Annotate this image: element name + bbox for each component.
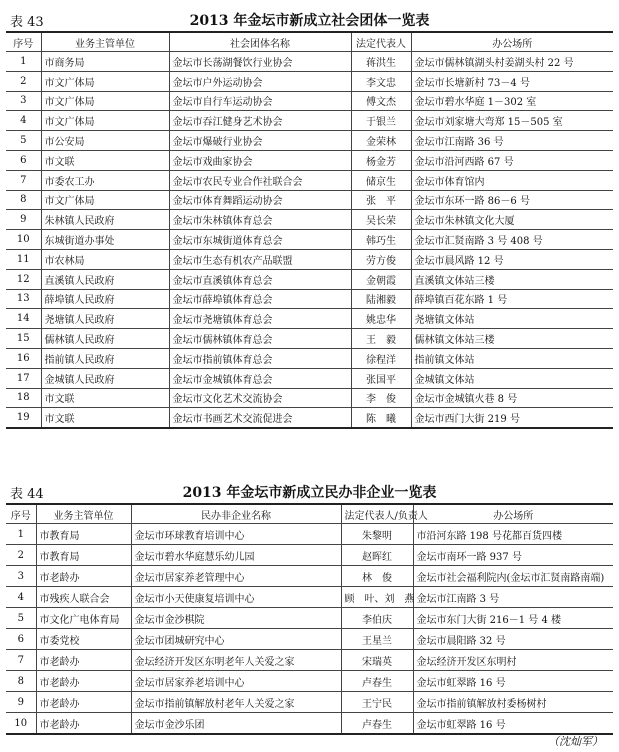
table-cell: 金坛市尧塘镇体育总会: [169, 309, 351, 329]
table43-title: 2013 年金坛市新成立社会团体一览表: [189, 13, 430, 29]
column-header: 社会团体名称: [169, 32, 351, 52]
table-cell: 金坛市居家养老培训中心: [131, 671, 341, 692]
table-cell: 8: [6, 190, 41, 210]
table-cell: 市委党校: [36, 629, 131, 650]
table-cell: 金坛市晨风路 12 号: [411, 249, 613, 269]
table-cell: 市老龄办: [36, 692, 131, 713]
table-row: [6, 587, 613, 608]
table-cell: 金坛市指前镇体育总会: [169, 348, 351, 368]
column-header: 民办非企业名称: [131, 504, 341, 524]
table-row: [6, 190, 613, 210]
table-cell: 薛埠镇人民政府: [41, 289, 169, 309]
table-cell: 市公安局: [41, 131, 169, 151]
table-cell: 10: [6, 713, 36, 735]
table-cell: 金坛市东门大街 216－1 号 4 楼: [413, 608, 613, 629]
table-cell: 金坛市居家养老管理中心: [131, 566, 341, 587]
table-cell: 卢春生: [341, 713, 413, 735]
table-cell: 金坛市江南路 3 号: [413, 587, 613, 608]
table-cell: 4: [6, 111, 41, 131]
table-cell: 金坛市戏曲家协会: [169, 150, 351, 170]
table-cell: 于银兰: [351, 111, 411, 131]
table-row: [6, 566, 613, 587]
table-row: [6, 524, 613, 545]
table-cell: 市文联: [41, 150, 169, 170]
table-cell: 金坛市指前镇解放村老年人关爱之家: [131, 692, 341, 713]
table-row: [6, 545, 613, 566]
table-row: [6, 170, 613, 190]
table-cell: 3: [6, 566, 36, 587]
table-cell: 蒋洪生: [351, 52, 411, 72]
table43: [6, 31, 613, 429]
table-cell: 金朝霞: [351, 269, 411, 289]
table-cell: 1: [6, 52, 41, 72]
table-cell: 5: [6, 131, 41, 151]
table-cell: 直溪镇文体站三楼: [411, 269, 613, 289]
table-cell: 金坛市金沙棋院: [131, 608, 341, 629]
table-row: [6, 329, 613, 349]
table-cell: 儒林镇人民政府: [41, 329, 169, 349]
table-cell: 宋瑞英: [341, 650, 413, 671]
table-row: [6, 348, 613, 368]
table-cell: 8: [6, 671, 36, 692]
table-cell: 金坛市小天使康复培训中心: [131, 587, 341, 608]
table-cell: 金坛市儒林镇湖头村姜湖头村 22 号: [411, 52, 613, 72]
table-cell: 金坛市晨阳路 32 号: [413, 629, 613, 650]
table-cell: 1: [6, 524, 36, 545]
table-cell: 金坛市书画艺术交流促进会: [169, 408, 351, 428]
table-row: [6, 52, 613, 72]
table-cell: 市文广体局: [41, 71, 169, 91]
table-cell: 金坛市社会福利院内(金坛市汇贤南路南端): [413, 566, 613, 587]
table-cell: 金坛市自行车运动协会: [169, 91, 351, 111]
table-row: [6, 111, 613, 131]
table-cell: 金坛市刘家塘大弯郑 15－505 室: [411, 111, 613, 131]
table-cell: 3: [6, 91, 41, 111]
table-row: [6, 230, 613, 250]
table-cell: 市文联: [41, 388, 169, 408]
table-cell: 12: [6, 269, 41, 289]
table-row: [6, 289, 613, 309]
table-cell: 直溪镇人民政府: [41, 269, 169, 289]
table-cell: 金坛经济开发区东明村: [413, 650, 613, 671]
table-cell: 金坛市指前镇解放村委杨树村: [413, 692, 613, 713]
table-cell: 王宁民: [341, 692, 413, 713]
table-cell: 金荣林: [351, 131, 411, 151]
table-cell: 金坛市长荡湖餐饮行业协会: [169, 52, 351, 72]
column-header: 法定代表人/负责人: [341, 504, 413, 524]
table-row: [6, 91, 613, 111]
table43-body: [6, 52, 613, 429]
table-cell: 18: [6, 388, 41, 408]
table-cell: 2: [6, 545, 36, 566]
table-row: [6, 368, 613, 388]
table-cell: 金坛市农民专业合作社联合会: [169, 170, 351, 190]
table-cell: 市残疾人联合会: [36, 587, 131, 608]
table-cell: 金坛市西门大街 219 号: [411, 408, 613, 428]
table-cell: 6: [6, 629, 36, 650]
table-cell: 7: [6, 170, 41, 190]
table-cell: 市老龄办: [36, 671, 131, 692]
table-row: [6, 249, 613, 269]
table-cell: 金坛市体育舞蹈运动协会: [169, 190, 351, 210]
table-cell: 14: [6, 309, 41, 329]
table-cell: 金坛市汇贤南路 3 号 408 号: [411, 230, 613, 250]
table-cell: 赵晖红: [341, 545, 413, 566]
table-cell: 金坛市儒林镇体育总会: [169, 329, 351, 349]
table-cell: 6: [6, 150, 41, 170]
table-row: [6, 671, 613, 692]
table-cell: 金城镇文体站: [411, 368, 613, 388]
table-cell: 金坛市南环一路 937 号: [413, 545, 613, 566]
column-header: 序号: [6, 504, 36, 524]
table-cell: 金坛市金城镇火巷 8 号: [411, 388, 613, 408]
table-cell: 指前镇文体站: [411, 348, 613, 368]
table-cell: 儒林镇文体站三楼: [411, 329, 613, 349]
table-cell: 市文广体局: [41, 91, 169, 111]
table-cell: 尧塘镇文体站: [411, 309, 613, 329]
table-cell: 市文联: [41, 408, 169, 428]
table-cell: 尧塘镇人民政府: [41, 309, 169, 329]
table44-title: 2013 年金坛市新成立民办非企业一览表: [182, 485, 437, 501]
table-cell: 金坛市金城镇体育总会: [169, 368, 351, 388]
table-cell: 韩巧生: [351, 230, 411, 250]
author-signature: （沈灿军）: [548, 735, 603, 748]
table-cell: 市老龄办: [36, 650, 131, 671]
table-cell: 吴长荣: [351, 210, 411, 230]
table-cell: 金坛市直溪镇体育总会: [169, 269, 351, 289]
table-cell: 金坛市生态有机农产品联盟: [169, 249, 351, 269]
table-cell: 金坛市吞江健身艺术协会: [169, 111, 351, 131]
table-cell: 金坛市薛埠镇体育总会: [169, 289, 351, 309]
table44: [6, 503, 613, 735]
table-row: [6, 150, 613, 170]
table-cell: 金坛市沿河西路 67 号: [411, 150, 613, 170]
table-cell: 王星兰: [341, 629, 413, 650]
table-cell: 王 毅: [351, 329, 411, 349]
table-cell: 市教育局: [36, 545, 131, 566]
table44-number: 表 44: [10, 487, 44, 502]
table-row: [6, 608, 613, 629]
table-cell: 金坛经济开发区东明老年人关爱之家: [131, 650, 341, 671]
table-cell: 市教育局: [36, 524, 131, 545]
table-cell: 5: [6, 608, 36, 629]
table-cell: 金坛市虹翠路 16 号: [413, 671, 613, 692]
table-cell: 金坛市长塘新村 73－4 号: [411, 71, 613, 91]
table-row: [6, 713, 613, 735]
table44-body: [6, 524, 613, 735]
table-cell: 4: [6, 587, 36, 608]
table-row: [6, 309, 613, 329]
table-cell: 市文广体局: [41, 111, 169, 131]
table43-heading: [6, 7, 613, 31]
table-cell: 11: [6, 249, 41, 269]
table-cell: 金坛市文化艺术交流协会: [169, 388, 351, 408]
table-row: [6, 131, 613, 151]
table-cell: 金坛市朱林镇体育总会: [169, 210, 351, 230]
column-header: 序号: [6, 32, 41, 52]
table-cell: 市老龄办: [36, 566, 131, 587]
table-cell: 市委农工办: [41, 170, 169, 190]
table-cell: 东城街道办事处: [41, 230, 169, 250]
table-cell: 市文广体局: [41, 190, 169, 210]
table44-heading: [6, 479, 613, 503]
column-header: 办公场所: [413, 504, 613, 524]
table-row: [6, 692, 613, 713]
table-cell: 傅文杰: [351, 91, 411, 111]
table-cell: 卢春生: [341, 671, 413, 692]
table-cell: 薛埠镇百花东路 1 号: [411, 289, 613, 309]
column-header: 业务主管单位: [41, 32, 169, 52]
table-cell: 姚忠华: [351, 309, 411, 329]
table-row: [6, 650, 613, 671]
table-cell: 金坛市东城街道体育总会: [169, 230, 351, 250]
table-cell: 张国平: [351, 368, 411, 388]
table-cell: 15: [6, 329, 41, 349]
table-cell: 13: [6, 289, 41, 309]
column-header: 办公场所: [411, 32, 613, 52]
table-cell: 16: [6, 348, 41, 368]
table-cell: 林 俊: [341, 566, 413, 587]
table-cell: 金坛市碧水华庭 1－302 室: [411, 91, 613, 111]
table-row: [6, 388, 613, 408]
table-cell: 杨金芳: [351, 150, 411, 170]
table-cell: 9: [6, 210, 41, 230]
table-cell: 10: [6, 230, 41, 250]
table-cell: 金坛市朱林镇文化大厦: [411, 210, 613, 230]
table43-header-row: [6, 32, 613, 52]
table43-number: 表 43: [10, 15, 44, 30]
table-cell: 17: [6, 368, 41, 388]
table-cell: 金坛市户外运动协会: [169, 71, 351, 91]
table-cell: 徐程洋: [351, 348, 411, 368]
column-header: 业务主管单位: [36, 504, 131, 524]
table-cell: 7: [6, 650, 36, 671]
table-cell: 市沿河东路 198 号花都百货四楼: [413, 524, 613, 545]
table-cell: 劳方俊: [351, 249, 411, 269]
table-row: [6, 71, 613, 91]
table-row: [6, 210, 613, 230]
table-cell: 金坛市虹翠路 16 号: [413, 713, 613, 735]
table-cell: 金坛市碧水华庭慧乐幼儿园: [131, 545, 341, 566]
table-cell: 市农林局: [41, 249, 169, 269]
table-cell: 顾 叶、刘 燕: [341, 587, 413, 608]
table44-header-row: [6, 504, 613, 524]
table-cell: 李伯庆: [341, 608, 413, 629]
table-cell: 市文化广电体育局: [36, 608, 131, 629]
table-cell: 朱林镇人民政府: [41, 210, 169, 230]
table-cell: 金坛市团城研究中心: [131, 629, 341, 650]
table-cell: 李文忠: [351, 71, 411, 91]
column-header: 法定代表人: [351, 32, 411, 52]
table-cell: 19: [6, 408, 41, 428]
table-cell: 金坛市江南路 36 号: [411, 131, 613, 151]
table-cell: 金城镇人民政府: [41, 368, 169, 388]
table-cell: 金坛市东环一路 86－6 号: [411, 190, 613, 210]
table-cell: 陈 曦: [351, 408, 411, 428]
table-cell: 张 平: [351, 190, 411, 210]
table-cell: 市老龄办: [36, 713, 131, 735]
table-row: [6, 629, 613, 650]
table-cell: 金坛市环球教育培训中心: [131, 524, 341, 545]
table-cell: 市商务局: [41, 52, 169, 72]
table-cell: 朱黎明: [341, 524, 413, 545]
table-cell: 指前镇人民政府: [41, 348, 169, 368]
table-cell: 陆湘毅: [351, 289, 411, 309]
table-cell: 金坛市爆破行业协会: [169, 131, 351, 151]
table-cell: 9: [6, 692, 36, 713]
table-cell: 2: [6, 71, 41, 91]
table-cell: 储京生: [351, 170, 411, 190]
table-row: [6, 269, 613, 289]
table-cell: 金坛市体育馆内: [411, 170, 613, 190]
table-cell: 金坛市金沙乐团: [131, 713, 341, 735]
table-row: [6, 408, 613, 428]
table-cell: 李 俊: [351, 388, 411, 408]
